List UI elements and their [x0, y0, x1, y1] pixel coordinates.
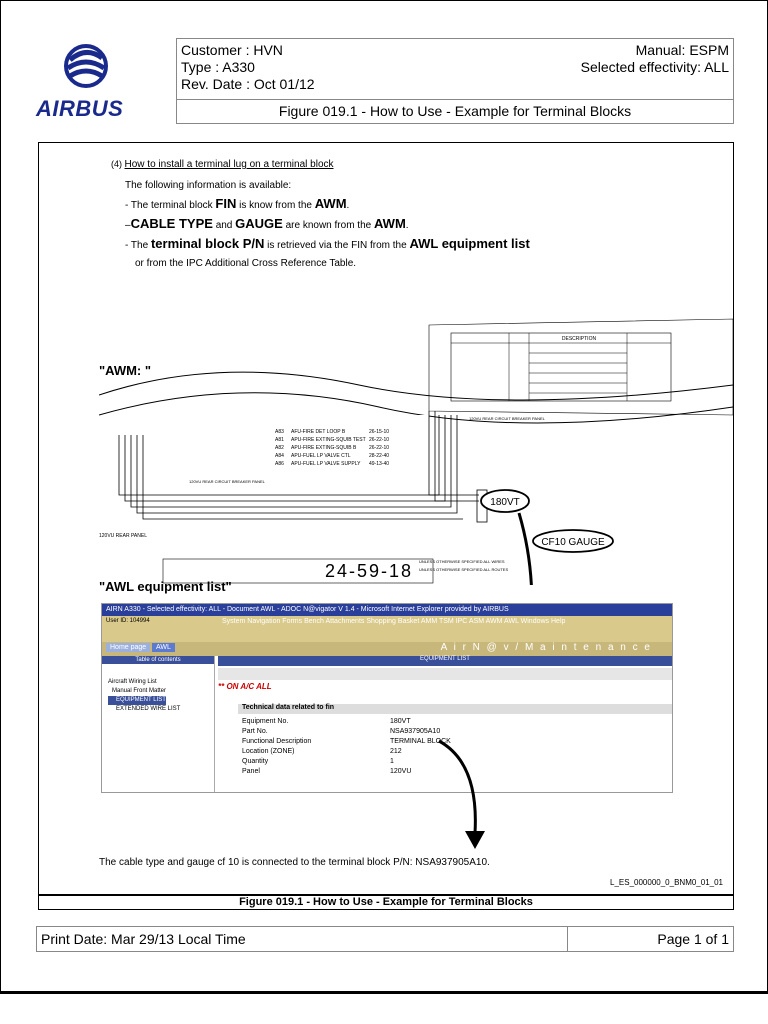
diagram-row-ref: 26-22-10 — [369, 445, 390, 451]
customer-label: Customer : HVN — [181, 42, 283, 58]
info-keyword: CABLE TYPE — [130, 216, 213, 231]
page-number: Page 1 of 1 — [657, 931, 729, 947]
diagram-row-ref: 26-15-10 — [369, 429, 390, 435]
diagram-row-code: A83 — [275, 429, 284, 435]
note-line-2: UNLESS OTHERWISE SPECIFIED ALL ROUTES — [419, 567, 509, 572]
tab-awl[interactable]: AWL — [152, 643, 175, 652]
field-value: 1 — [390, 758, 394, 765]
bottom-rule — [0, 992, 768, 994]
footer-figure-title: Figure 019.1 - How to Use - Example for Terminal Blocks — [38, 894, 734, 910]
info-keyword: terminal block P/N — [150, 236, 265, 251]
toc-item[interactable]: EXTENDED WIRE LIST — [116, 706, 181, 712]
diagram-row-code: A81 — [275, 437, 284, 443]
field-label: Panel — [242, 768, 260, 775]
diagram-row-description: AFU-FIRE DET LOOP B — [291, 429, 346, 435]
document-header — [176, 38, 734, 124]
toc-item-selected[interactable]: EQUIPMENT LIST — [108, 696, 166, 705]
diagram-row-ref: 26-22-10 — [369, 437, 390, 443]
info-text: – — [125, 220, 131, 231]
awl-screenshot — [101, 603, 673, 793]
field-value: TERMINAL BLOCK — [390, 738, 451, 745]
info-line-2 — [125, 215, 530, 235]
type-label: Type : A330 — [181, 59, 255, 75]
arrow-to-caption — [419, 723, 529, 853]
info-text: is retrieved via the FIN from the — [267, 240, 407, 251]
toc-pane — [102, 656, 215, 792]
toolbar — [218, 668, 672, 680]
info-text: . — [346, 200, 350, 211]
ac-flag: ** ON A/C ALL — [218, 682, 272, 691]
tech-data-title: Technical data related to fin — [238, 704, 672, 714]
field-value: 212 — [390, 748, 402, 755]
awm-label: "AWM: " — [99, 363, 152, 378]
panel-label-left: 120VU REAR CIRCUIT BREAKER PANEL — [189, 479, 265, 484]
header-figure-title: Figure 019.1 - How to Use - Example for Terminal Blocks — [177, 99, 733, 119]
diagram-row-description: APU-FIRE EXTING-SQUIB TEST — [291, 437, 366, 443]
toc-item[interactable]: Aircraft Wiring List — [108, 679, 157, 685]
manual-label: Manual: ESPM — [635, 42, 729, 58]
field-value: 180VT — [390, 718, 411, 725]
toc-title: Table of contents — [102, 656, 214, 664]
fin-callout: 180VT — [490, 497, 520, 508]
info-text: and — [215, 220, 233, 231]
field-label: Part No. — [242, 728, 268, 735]
diagram-row-description: APU-FUEL LP VALVE CTL — [291, 453, 351, 459]
field-value: NSA937905A10 — [390, 728, 441, 735]
tab-strip — [102, 642, 672, 656]
info-keyword: GAUGE — [235, 216, 283, 231]
rev-date-label: Rev. Date : Oct 01/12 — [181, 76, 315, 92]
header-right — [581, 42, 729, 76]
info-text: - The terminal block — [125, 200, 213, 211]
print-date: Print Date: Mar 29/13 Local Time — [41, 931, 246, 947]
menu-items[interactable]: System Navigation Forms Bench Attachments Shopping Basket AMM TSM IPC ASM AWM AWL Windows Help — [222, 618, 566, 625]
field-label: Location (ZONE) — [242, 748, 295, 755]
tab-home[interactable]: Home page — [106, 643, 150, 652]
drawing-number: 24-59-18 — [325, 561, 414, 581]
window-title: AIRN A330 - Selected effectivity: ALL - Document AWL - ADOC N@vigator V 1.4 - Microsoft Internet Explorer provided by AIRBUS — [102, 604, 672, 616]
diagram-row-description: APU-FUEL LP VALVE SUPPLY — [291, 461, 361, 467]
field-label: Quantity — [242, 758, 269, 765]
logo-text: AIRBUS — [36, 96, 124, 121]
info-block — [125, 177, 530, 273]
panel-label-right: 120VU REAR CIRCUIT BREAKER PANEL — [469, 416, 545, 421]
info-line-1 — [125, 195, 530, 215]
awl-label: "AWL equipment list" — [99, 579, 232, 594]
caption: The cable type and gauge cf 10 is connected to the terminal block P/N: NSA937905A10. — [99, 857, 490, 868]
diagram-row-ref: 49-13-40 — [369, 461, 390, 467]
info-text: are known from the — [285, 220, 372, 231]
step-title: How to install a terminal lug on a terminal block — [124, 159, 334, 170]
print-footer — [36, 926, 734, 952]
info-keyword: AWM — [314, 196, 347, 211]
diagram-row-code: A86 — [275, 461, 284, 467]
field-value: 120VU — [390, 768, 412, 775]
info-line-4: or from the IPC Additional Cross Reference Table. — [135, 258, 357, 269]
info-keyword: AWL equipment list — [409, 236, 530, 251]
field-label: Functional Description — [242, 738, 312, 745]
diagram-row-description: APU-FIRE EXTING-SQUIB B — [291, 445, 357, 451]
user-id: User ID: 104994 — [106, 618, 150, 624]
diagram-row-ref: 28-22-40 — [369, 453, 390, 459]
info-intro: The following information is available: — [125, 180, 292, 191]
awm-wiring-diagram — [99, 315, 733, 585]
header-left — [181, 42, 315, 93]
rear-panel-label: 120VU REAR PANEL — [99, 533, 147, 539]
description-header: DESCRIPTION — [561, 336, 597, 342]
step-heading — [111, 159, 334, 170]
info-text: is know from the — [239, 200, 312, 211]
step-number: (4) — [111, 159, 122, 169]
reference-code: L_ES_000000_0_BNM0_01_01 — [610, 878, 723, 887]
brand-text: A i r N @ v / M a i n t e n a n c e — [440, 642, 652, 653]
field-label: Equipment No. — [242, 718, 289, 725]
effectivity-label: Selected effectivity: ALL — [580, 59, 729, 75]
info-keyword: AWM — [374, 216, 406, 231]
info-keyword: FIN — [215, 196, 237, 211]
toc-item[interactable]: Manual Front Matter — [112, 688, 167, 694]
info-line-3 — [125, 235, 530, 255]
figure-content — [38, 142, 734, 896]
diagram-row-code: A84 — [275, 453, 284, 459]
divider — [567, 927, 568, 951]
info-text: - The — [125, 240, 149, 251]
menu-bar — [102, 616, 672, 642]
info-text: . — [405, 220, 409, 231]
gauge-callout: CF10 GAUGE — [541, 537, 605, 548]
diagram-row-code: A82 — [275, 445, 284, 451]
note-line-1: UNLESS OTHERWISE SPECIFIED ALL WIRES — [419, 559, 505, 564]
equipment-title: EQUIPMENT LIST — [218, 656, 672, 666]
